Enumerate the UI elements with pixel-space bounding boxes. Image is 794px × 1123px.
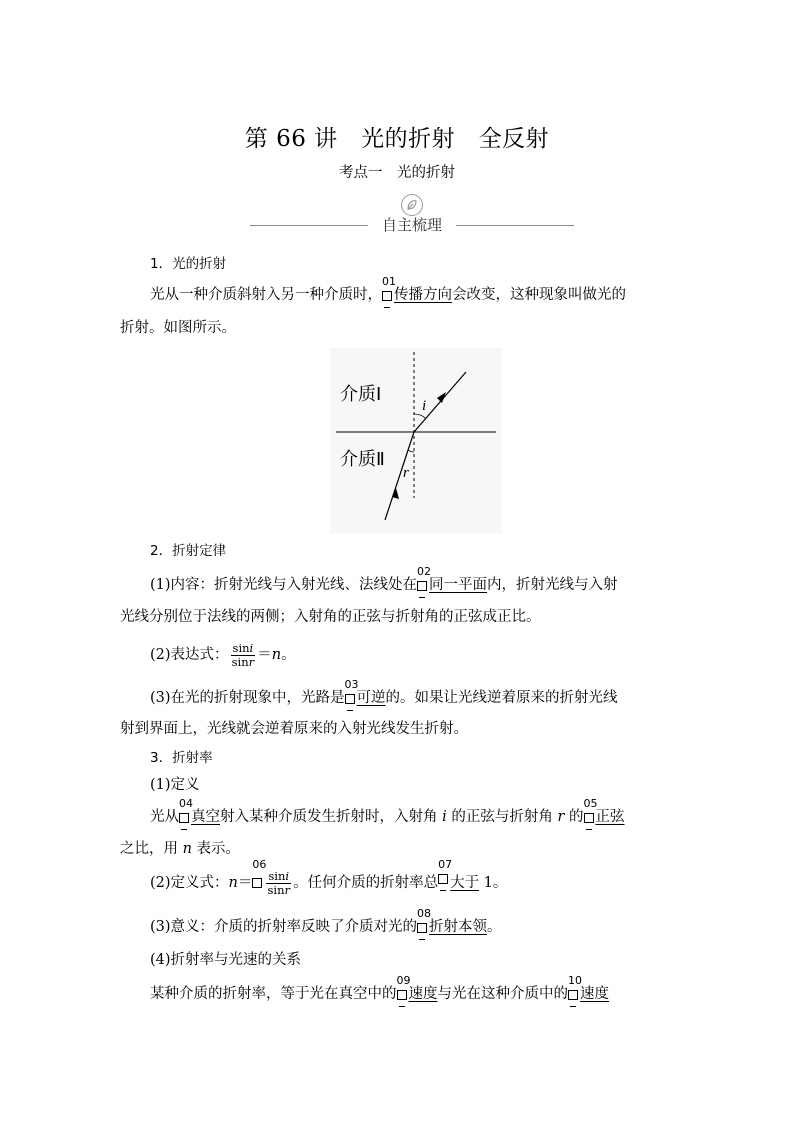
blank-number: 05 xyxy=(583,797,598,810)
blank-number: 02 xyxy=(417,565,432,578)
fill-blank-01[interactable] xyxy=(382,275,452,305)
var: r xyxy=(248,654,255,669)
fill-blank-09[interactable] xyxy=(396,974,438,1004)
blank-box-icon xyxy=(345,694,355,704)
text: (1)内容：折射光线与入射光线、法线处在 xyxy=(150,577,418,593)
paragraph-line xyxy=(120,839,680,859)
heading-refractive-index: 3．折射率 xyxy=(150,750,213,766)
formula-line xyxy=(150,858,710,898)
paragraph-line: 光线分别位于法线的两侧；入射角的正弦与折射角的正弦成正比。 xyxy=(120,609,541,625)
section-subtitle: 考点一 光的折射 xyxy=(339,165,455,181)
text: sin xyxy=(231,654,249,669)
text: 光从 xyxy=(150,809,179,825)
fraction-sini-over-sinr xyxy=(266,870,291,897)
blank-answer: 可逆 xyxy=(356,690,386,706)
paragraph-line: 折射。如图所示。 xyxy=(120,320,236,336)
blank-answer: 速度 xyxy=(408,986,438,1002)
blank-answer: 同一平面 xyxy=(429,577,488,593)
paragraph-line xyxy=(150,565,710,595)
blank-answer: 真空 xyxy=(191,809,220,825)
blank-box-icon xyxy=(382,291,392,301)
banner-label: 自主梳理 xyxy=(381,216,442,234)
blank-answer: 折射本领 xyxy=(429,919,488,935)
text: 1。 xyxy=(479,875,508,891)
blank-number: 03 xyxy=(344,678,359,691)
fill-blank-08[interactable] xyxy=(417,907,488,937)
text: (3)意义：介质的折射率反映了介质对光的 xyxy=(150,919,418,935)
blank-answer: 正弦 xyxy=(595,809,625,825)
var: i xyxy=(442,809,447,825)
fill-blank-04[interactable] xyxy=(179,797,220,827)
blank-box-icon xyxy=(397,990,407,1000)
text: 之比，用 xyxy=(120,841,183,857)
blank-dash xyxy=(384,307,390,308)
blank-box-icon xyxy=(584,813,594,823)
section-banner xyxy=(250,188,574,246)
text: 的正弦与折射角 xyxy=(446,809,558,825)
text: ＝ xyxy=(257,647,272,663)
paragraph-line xyxy=(150,678,710,708)
text: (2)表达式： xyxy=(150,647,229,663)
text: sin xyxy=(267,882,285,897)
blank-answer: 传播方向 xyxy=(394,287,452,303)
paragraph-line xyxy=(150,907,710,937)
blank-dash xyxy=(419,939,425,940)
refraction-diagram xyxy=(330,348,502,534)
text: 会改变，这种现象叫做光的 xyxy=(452,287,626,303)
label-angle-i: i xyxy=(422,398,427,414)
blank-dash xyxy=(586,829,592,830)
var: r xyxy=(284,882,290,897)
blank-dash xyxy=(419,597,425,598)
text: 。 xyxy=(281,647,296,663)
text: ＝ xyxy=(237,875,253,891)
fill-blank-03[interactable] xyxy=(344,678,386,708)
blank-number: 04 xyxy=(179,797,193,810)
blank-dash xyxy=(347,710,353,711)
var: i xyxy=(285,868,290,883)
blank-dash xyxy=(440,890,446,891)
fill-blank-07[interactable] xyxy=(438,858,480,898)
leaf-icon xyxy=(401,194,423,216)
formula-line xyxy=(150,640,710,670)
fill-blank-05[interactable] xyxy=(583,797,625,827)
var: i xyxy=(249,640,254,655)
blank-number: 09 xyxy=(396,974,411,987)
blank-dash xyxy=(399,1006,405,1007)
blank-box-icon xyxy=(417,923,427,933)
text: 与光在这种介质中的 xyxy=(437,986,568,1002)
text: 的 xyxy=(564,809,584,825)
text: sin xyxy=(232,640,250,655)
blank-box-icon xyxy=(179,813,189,823)
sub-heading: (1)定义 xyxy=(150,777,200,793)
heading-refraction-law: 2．折射定律 xyxy=(150,543,227,559)
page-title: 第 66 讲 光的折射 全反射 xyxy=(244,126,550,152)
label-medium-2: 介质Ⅱ xyxy=(340,449,385,469)
fill-blank-10[interactable] xyxy=(568,974,609,1004)
label-angle-r: r xyxy=(403,465,409,481)
heading-refraction: 1．光的折射 xyxy=(150,256,227,272)
diagram-background xyxy=(330,348,502,534)
paragraph-line xyxy=(150,974,710,1004)
text: 光从一种介质斜射入另一种介质时， xyxy=(150,287,382,303)
blank-dash xyxy=(570,1006,576,1007)
blank-box-icon xyxy=(252,878,262,888)
text: 。 xyxy=(487,919,502,935)
text: 射入某种介质发生折射时，入射角 xyxy=(220,809,443,825)
blank-number: 06 xyxy=(252,858,267,871)
var: r xyxy=(557,809,565,825)
var: n xyxy=(182,841,192,857)
text: sin xyxy=(268,868,286,883)
fill-blank-02[interactable] xyxy=(417,565,488,595)
fill-blank-06[interactable] xyxy=(252,858,293,898)
label-medium-1: 介质Ⅰ xyxy=(340,384,382,404)
blank-number: 08 xyxy=(417,907,432,920)
blank-dash xyxy=(181,829,187,830)
text: 的。如果让光线逆着原来的折射光线 xyxy=(385,690,618,706)
text: (2)定义式： xyxy=(150,875,229,891)
text: (3)在光的折射现象中，光路是 xyxy=(150,690,345,706)
blank-number: 10 xyxy=(568,974,582,987)
blank-answer: 速度 xyxy=(580,986,609,1002)
blank-box-icon xyxy=(417,581,427,591)
paragraph-line xyxy=(150,797,710,827)
text: 某种介质的折射率，等于光在真空中的 xyxy=(150,986,397,1002)
sub-heading: (4)折射率与光速的关系 xyxy=(150,952,302,968)
fraction-sini-over-sinr xyxy=(231,642,256,669)
text: 。任何介质的折射率总 xyxy=(293,875,439,891)
blank-answer: 大于 xyxy=(450,875,480,891)
text: 内，折射光线与入射 xyxy=(487,577,618,593)
paragraph-line xyxy=(150,275,710,305)
text: 表示。 xyxy=(191,841,241,857)
blank-number: 07 xyxy=(438,858,453,871)
blank-box-icon xyxy=(568,990,578,1000)
blank-number: 01 xyxy=(382,275,396,288)
var: n xyxy=(228,875,238,891)
paragraph-line: 射到界面上，光线就会逆着原来的入射光线发生折射。 xyxy=(120,721,468,737)
blank-box-icon xyxy=(438,874,448,884)
var: n xyxy=(271,647,282,663)
